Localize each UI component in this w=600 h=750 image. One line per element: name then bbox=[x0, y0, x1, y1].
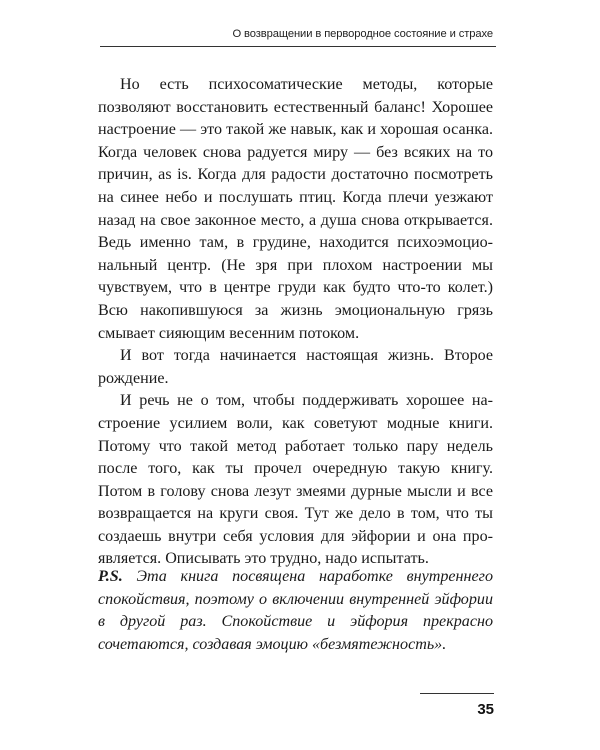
paragraph: И вот тогда начинается настоящая жизнь. Второе рождение. bbox=[98, 347, 493, 387]
footer-divider bbox=[420, 693, 494, 694]
postscript-label: P.S. bbox=[98, 568, 123, 585]
postscript-paragraph bbox=[98, 566, 493, 656]
postscript-text: Эта книга посвящена наработке внутреннего спокойствия, поэтому о включении внутренней эйфории в другой раз. Спокойствие и эйфория прекрасно сочетаются, создавая эмоцию «безмятежность». bbox=[98, 568, 493, 653]
paragraph: Но есть психосоматические методы, которые позволяют восстановить естественный баланс! Хорошее настроение — это такой же навык, как и хорошая осанка. Когда человек снова радуется миру — без всяких на то причин, as is. Когда для радости достаточно посмотреть на синее небо и послушать птиц. Когда плечи уезжают назад на свое законное место, а душа снова открывается. Ведь именно там, в грудине, находится психоэмоциональный центр. (Не зря при плохом настроении мы чувствуем, что в центре груди как будто что-то колет.) Всю накопившуюся за жизнь эмоциональную грязь смывает сияющим весенним потоком. bbox=[98, 76, 493, 342]
header-divider bbox=[100, 46, 496, 47]
paragraph: И речь не о том, чтобы поддерживать хорошее настроение усилием воли, как советуют модные книги. Потому что такой метод работает только пару недель после того, как ты прочел очередную такую книгу. Потом в голову снова лезут змеями дурные мысли и все возвращается на круги своя. Тут же дело в том, что ты создаешь внутри себя условия для эйфории и она проявляется. Описывать это трудно, надо испытать. bbox=[98, 392, 493, 568]
running-header-title: О возвращении в первородное состояние и страхе bbox=[232, 28, 493, 40]
page-number: 35 bbox=[477, 701, 494, 718]
main-text bbox=[98, 74, 493, 571]
postscript-block bbox=[98, 566, 493, 656]
